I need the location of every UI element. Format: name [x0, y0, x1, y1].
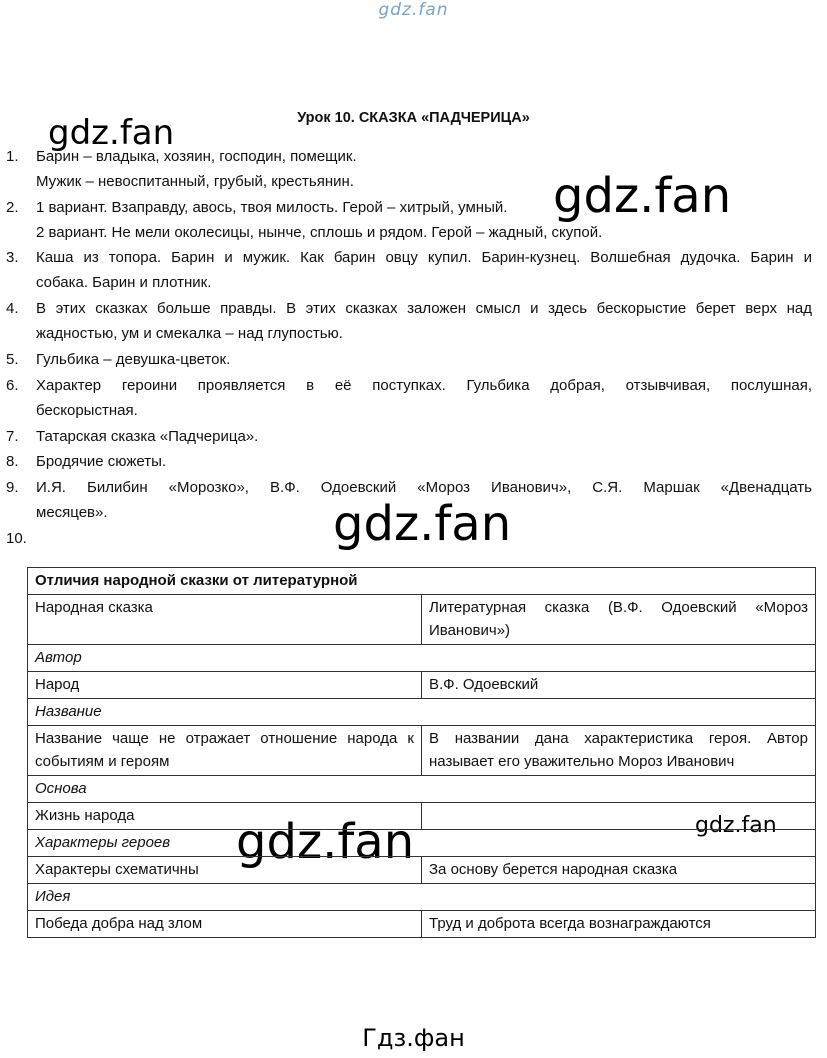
section-title: Автор [28, 645, 816, 672]
answer-item [6, 195, 812, 245]
table-cell: Победа добра над злом [28, 911, 422, 938]
section-row [28, 645, 816, 672]
table-cell: В.Ф. Одоевский [422, 672, 816, 699]
section-title: Характеры героев [28, 830, 816, 857]
watermark-top: gdz.fan [378, 0, 449, 20]
item-number: 1. [6, 148, 19, 165]
table-row [28, 726, 816, 776]
section-title: Основа [28, 776, 816, 803]
table-header: Отличия народной сказки от литературной [28, 568, 816, 595]
item-line: Гульбика – девушка-цветок. [36, 351, 231, 368]
page-title: Урок 10. СКАЗКА «ПАДЧЕРИЦА» [297, 110, 530, 126]
table-cell: Жизнь народа [28, 803, 422, 830]
table-row [28, 803, 816, 830]
table-row [28, 857, 816, 884]
table-cell: Труд и доброта всегда вознаграждаются [422, 911, 816, 938]
item-line: Характер героини проявляется в её поступках. Гульбика добрая, отзывчивая, послушная, [36, 377, 812, 394]
item-number: 10. [6, 530, 27, 547]
answer-item [6, 296, 812, 346]
comparison-table [27, 567, 816, 938]
table-cell: В названии дана характеристика героя. Автор называет его уважительно Мороз Иванович [422, 726, 816, 776]
item-number: 2. [6, 199, 19, 216]
watermark: gdz.fan [553, 168, 732, 224]
section-row [28, 699, 816, 726]
section-title: Название [28, 699, 816, 726]
item-line: собака. Барин и плотник. [36, 274, 212, 291]
answer-item [6, 449, 812, 474]
table-cell: Название чаще не отражает отношение народа к событиям и героям [28, 726, 422, 776]
item-number: 8. [6, 453, 19, 470]
item-line: Татарская сказка «Падчерица». [36, 428, 259, 445]
item-line: Мужик – невоспитанный, грубый, крестьянин. [36, 173, 354, 190]
watermark: gdz.fan [48, 113, 175, 153]
item-line: 1 вариант. Взаправду, авось, твоя милость. Герой – хитрый, умный. [36, 199, 508, 216]
answer-item [6, 347, 812, 372]
item-number: 7. [6, 428, 19, 445]
item-number: 6. [6, 377, 19, 394]
item-line: 2 вариант. Не мели околесицы, нынче, сплошь и рядом. Герой – жадный, скупой. [36, 224, 603, 241]
table-cell: Характеры схематичны [28, 857, 422, 884]
table-cell: Народ [28, 672, 422, 699]
answer-item [6, 475, 812, 525]
answer-item [6, 144, 812, 194]
answer-item [6, 245, 812, 295]
section-row [28, 830, 816, 857]
item-number: 4. [6, 300, 19, 317]
item-line: жадностью, ум и смекалка – над глупостью. [36, 325, 343, 342]
section-row [28, 884, 816, 911]
item-number: 3. [6, 249, 19, 266]
item-line: Барин – владыка, хозяин, господин, помещик. [36, 148, 357, 165]
item-line: В этих сказках больше правды. В этих сказках заложен смысл и здесь бескорыстие берет верх над [36, 300, 812, 317]
item-number: 9. [6, 479, 19, 496]
item-number: 5. [6, 351, 19, 368]
table-row [28, 672, 816, 699]
section-title: Идея [28, 884, 816, 911]
table-row [28, 568, 816, 595]
table-row [28, 911, 816, 938]
section-row [28, 776, 816, 803]
watermark: gdz.fan [333, 496, 512, 552]
item-line: месяцев». [36, 504, 108, 521]
answer-item [6, 373, 812, 423]
item-line: бескорыстная. [36, 402, 138, 419]
column-header-literary: Литературная сказка (В.Ф. Одоевский «Мороз Иванович») [422, 595, 816, 645]
watermark: gdz.fan [236, 814, 415, 870]
item-line: Бродячие сюжеты. [36, 453, 167, 470]
watermark: gdz.fan [695, 813, 777, 838]
column-header-folk: Народная сказка [28, 595, 422, 645]
watermark-bottom: Гдз.фан [362, 1024, 465, 1052]
table-row [28, 595, 816, 645]
answer-item [6, 424, 812, 449]
table-cell [422, 803, 816, 830]
item-line: Каша из топора. Барин и мужик. Как барин овцу купил. Барин-кузнец. Волшебная дудочка. Барин и [36, 249, 812, 266]
table-cell: За основу берется народная сказка [422, 857, 816, 884]
item-line: И.Я. Билибин «Морозко», В.Ф. Одоевский «Мороз Иванович», С.Я. Маршак «Двенадцать [36, 479, 812, 496]
